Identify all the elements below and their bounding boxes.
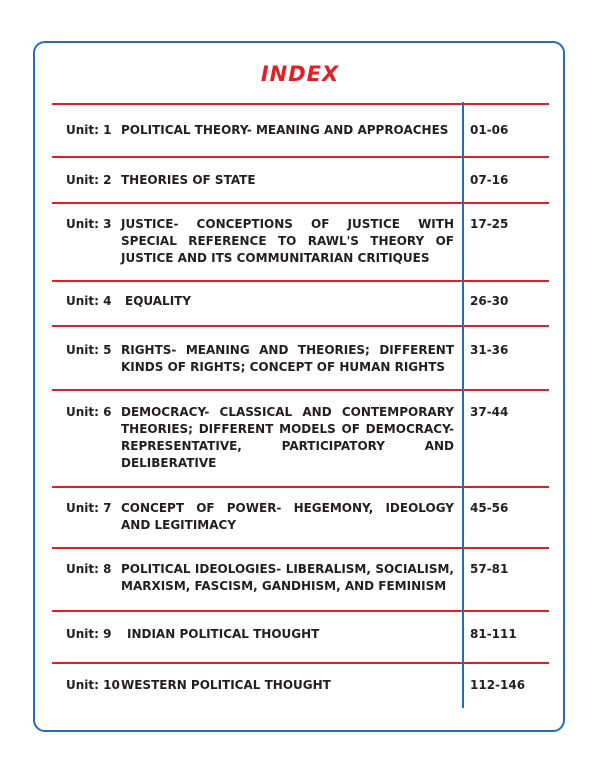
page-range: 17-25 [470,217,509,231]
unit-number: Unit: 1 [66,123,112,137]
unit-number: Unit: 4 [66,294,112,308]
unit-number: Unit: 2 [66,173,112,187]
unit-topic: CONCEPT OF POWER- HEGEMONY, IDEOLOGY AND LEGITIMACY [121,501,454,532]
page-range: 31-36 [470,343,509,357]
row-separator [52,156,549,158]
unit-topic: RIGHTS- MEANING AND THEORIES; DIFFERENT KINDS OF RIGHTS; CONCEPT OF HUMAN RIGHTS [121,343,454,374]
row-separator [52,280,549,282]
page-range: 45-56 [470,501,509,515]
page-range: 112-146 [470,678,526,692]
unit-topic: POLITICAL THEORY- MEANING AND APPROACHES [121,123,449,137]
unit-topic: DEMOCRACY- CLASSICAL AND CONTEMPORARY THEORIES; DIFFERENT MODELS OF DEMOCRACY-REPRESENTATIVE, PARTICIPATORY AND DELIBERATIVE [121,405,454,470]
unit-topic: WESTERN POLITICAL THOUGHT [121,678,331,692]
row-separator [52,547,549,549]
unit-number: Unit: 10 [66,678,120,692]
unit-topic: EQUALITY [125,294,192,308]
page-range: 81-111 [470,627,517,641]
column-divider [462,102,464,708]
unit-number: Unit: 5 [66,343,112,357]
unit-topic: INDIAN POLITICAL THOUGHT [127,627,320,641]
unit-number: Unit: 7 [66,501,112,515]
row-separator [52,389,549,391]
page-range: 57-81 [470,562,509,576]
unit-topic: JUSTICE- CONCEPTIONS OF JUSTICE WITH SPECIAL REFERENCE TO RAWL'S THEORY OF JUSTICE AND ITS COMMUNITARIAN CRITIQUES [121,217,454,265]
page-range: 37-44 [470,405,509,419]
page-range: 26-30 [470,294,509,308]
unit-topic: THEORIES OF STATE [121,173,256,187]
row-separator [52,325,549,327]
row-separator [52,662,549,664]
unit-number: Unit: 9 [66,627,112,641]
row-separator [52,486,549,488]
unit-number: Unit: 6 [66,405,112,419]
page-range: 01-06 [470,123,509,137]
row-separator [52,610,549,612]
unit-number: Unit: 3 [66,217,112,231]
row-separator [52,202,549,204]
unit-topic: POLITICAL IDEOLOGIES- LIBERALISM, SOCIALISM, MARXISM, FASCISM, GANDHISM, AND FEMINISM [121,562,454,593]
unit-number: Unit: 8 [66,562,112,576]
index-title: INDEX [260,62,340,86]
page-range: 07-16 [470,173,509,187]
row-separator [52,103,549,105]
